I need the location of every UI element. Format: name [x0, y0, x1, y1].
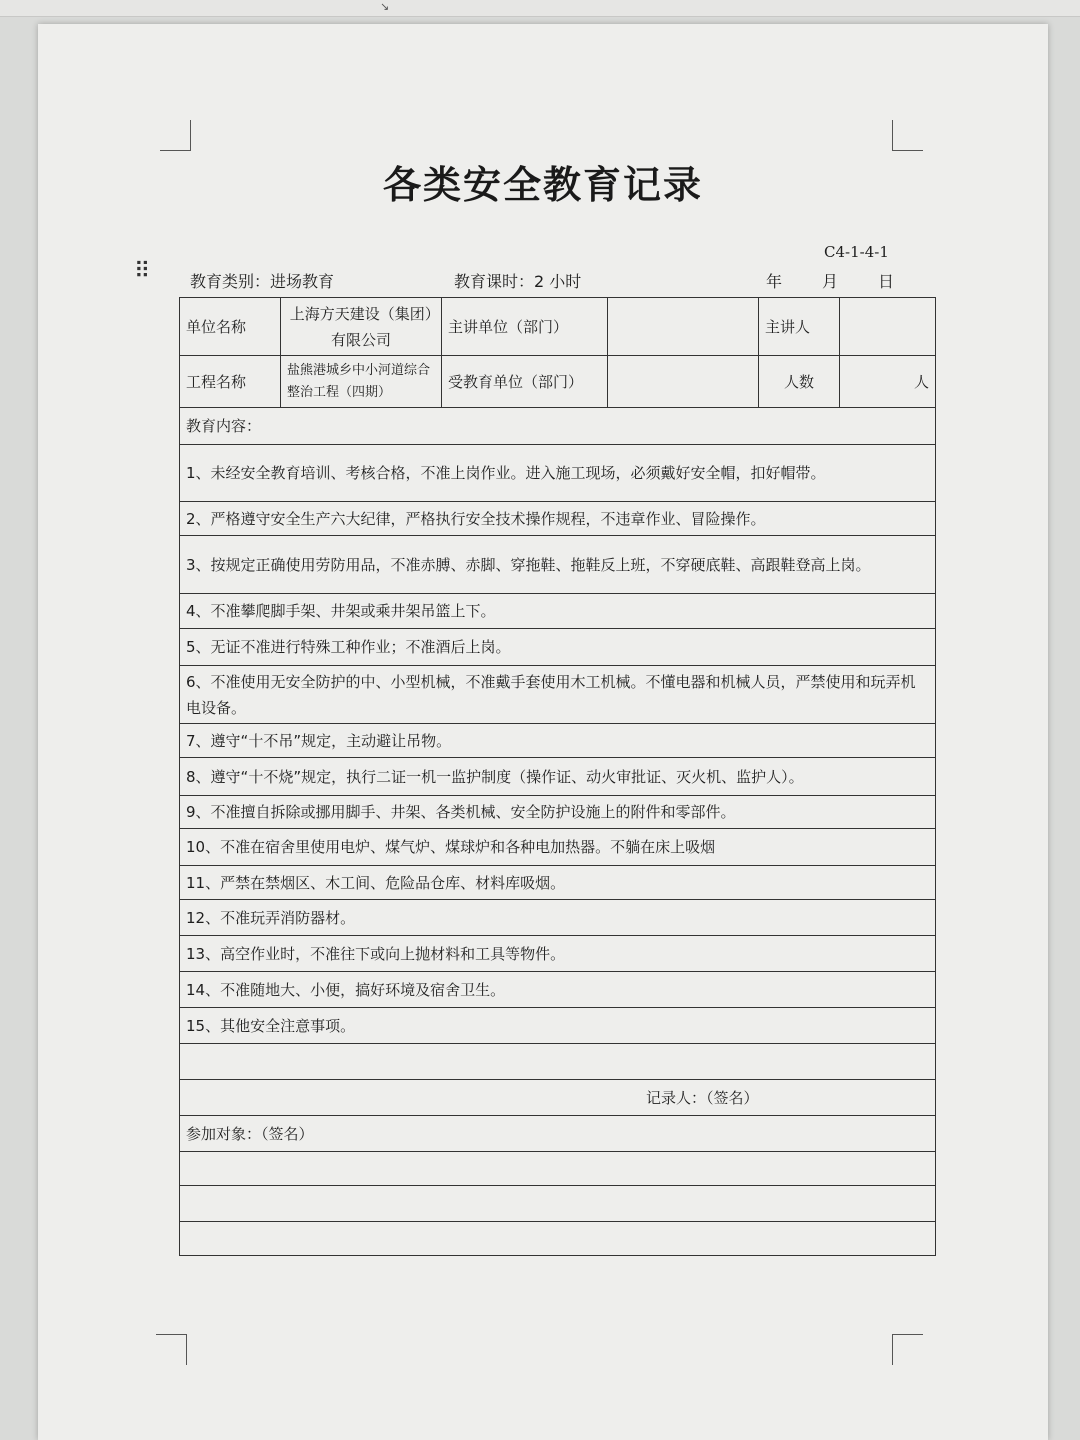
recorder-row [180, 1080, 936, 1116]
page-corner-mark-top-right [892, 120, 923, 151]
participants-row [180, 1116, 936, 1152]
table-row [180, 972, 936, 1008]
signature-row [180, 1186, 936, 1222]
count-value[interactable]: 人 [840, 356, 936, 408]
blank-row [180, 1044, 936, 1080]
list-item[interactable]: 11、严禁在禁烟区、木工间、危险品仓库、材料库吸烟。 [180, 866, 936, 900]
document-title[interactable]: 各类安全教育记录 [382, 162, 703, 207]
table-row [180, 724, 936, 758]
signature-row [180, 1222, 936, 1256]
table-move-handle-icon[interactable]: ⠿ [134, 259, 149, 284]
document-toolbar-strip [0, 0, 1080, 17]
page-corner-mark-bottom-right [892, 1334, 923, 1365]
list-item[interactable]: 1、未经安全教育培训、考核合格，不准上岗作业。进入施工现场，必须戴好安全帽，扣好帽带。 [180, 445, 936, 502]
lecturer-unit-value[interactable] [608, 298, 759, 356]
table-row [180, 796, 936, 829]
signature-cell[interactable] [180, 1222, 936, 1256]
table-row [180, 866, 936, 900]
header-row-unit [180, 298, 936, 356]
table-row [180, 758, 936, 796]
list-item[interactable]: 10、不准在宿舍里使用电炉、煤气炉、煤球炉和各种电加热器。不躺在床上吸烟 [180, 829, 936, 866]
project-label: 工程名称 [180, 356, 281, 408]
table-row [180, 629, 936, 666]
recorder-signature[interactable]: 记录人：（签名） [180, 1080, 936, 1116]
table-row [180, 1008, 936, 1044]
signature-row [180, 1152, 936, 1186]
table-row [180, 829, 936, 866]
signature-cell[interactable] [180, 1186, 936, 1222]
education-record-table [179, 297, 936, 1256]
list-item[interactable]: 15、其他安全注意事项。 [180, 1008, 936, 1044]
table-row [180, 900, 936, 936]
unit-value[interactable]: 上海方天建设（集团）有限公司 [281, 298, 442, 356]
table-row [180, 445, 936, 502]
table-row [180, 594, 936, 629]
form-code[interactable]: C4-1-4-1 [824, 243, 889, 261]
list-item[interactable]: 9、不准擅自拆除或挪用脚手、井架、各类机械、安全防护设施上的附件和零部件。 [180, 796, 936, 829]
page-corner-mark-bottom-left [156, 1334, 187, 1365]
signature-cell[interactable] [180, 1152, 936, 1186]
list-item[interactable]: 5、无证不准进行特殊工种作业；不准酒后上岗。 [180, 629, 936, 666]
table-row [180, 936, 936, 972]
content-label: 教育内容： [180, 408, 936, 445]
trainee-unit-value[interactable] [608, 356, 759, 408]
content-label-row [180, 408, 936, 445]
table-row [180, 536, 936, 594]
list-item[interactable]: 14、不准随地大、小便，搞好环境及宿舍卫生。 [180, 972, 936, 1008]
list-item[interactable]: 7、遵守“十不吊”规定，主动避让吊物。 [180, 724, 936, 758]
date-day: 日 [878, 272, 895, 291]
list-item[interactable]: 4、不准攀爬脚手架、井架或乘井架吊篮上下。 [180, 594, 936, 629]
date-year: 年 [766, 272, 783, 291]
blank-cell[interactable] [180, 1044, 936, 1080]
education-type[interactable]: 教育类别：进场教育 [190, 272, 335, 291]
list-item[interactable]: 13、高空作业时，不准往下或向上抛材料和工具等物件。 [180, 936, 936, 972]
lecturer-value[interactable] [840, 298, 936, 356]
date-month: 月 [822, 272, 839, 291]
lecturer-unit-label: 主讲单位（部门） [442, 298, 608, 356]
record-date[interactable] [766, 269, 934, 292]
list-item[interactable]: 8、遵守“十不烧”规定，执行二证一机一监护制度（操作证、动火审批证、灭火机、监护人）。 [180, 758, 936, 796]
page-corner-mark-top-left [160, 120, 191, 151]
lecturer-label: 主讲人 [759, 298, 840, 356]
ruler-indent-icon[interactable]: ↘ [380, 0, 390, 13]
list-item[interactable]: 6、不准使用无安全防护的中、小型机械，不准戴手套使用木工机械。不懂电器和机械人员，严禁使用和玩弄机电设备。 [180, 666, 936, 724]
trainee-unit-label: 受教育单位（部门） [442, 356, 608, 408]
education-hours[interactable]: 教育课时：2 小时 [454, 272, 582, 291]
header-row-project [180, 356, 936, 408]
table-row [180, 502, 936, 536]
project-value[interactable]: 盐熊港城乡中小河道综合整治工程（四期） [281, 356, 442, 408]
document-page [38, 24, 1048, 1440]
list-item[interactable]: 12、不准玩弄消防器材。 [180, 900, 936, 936]
list-item[interactable]: 2、严格遵守安全生产六大纪律，严格执行安全技术操作规程，不违章作业、冒险操作。 [180, 502, 936, 536]
unit-label: 单位名称 [180, 298, 281, 356]
table-row [180, 666, 936, 724]
participants-signature[interactable]: 参加对象：（签名） [180, 1116, 936, 1152]
list-item[interactable]: 3、按规定正确使用劳防用品，不准赤膊、赤脚、穿拖鞋、拖鞋反上班，不穿硬底鞋、高跟鞋登高上岗。 [180, 536, 936, 594]
count-label: 人数 [759, 356, 840, 408]
